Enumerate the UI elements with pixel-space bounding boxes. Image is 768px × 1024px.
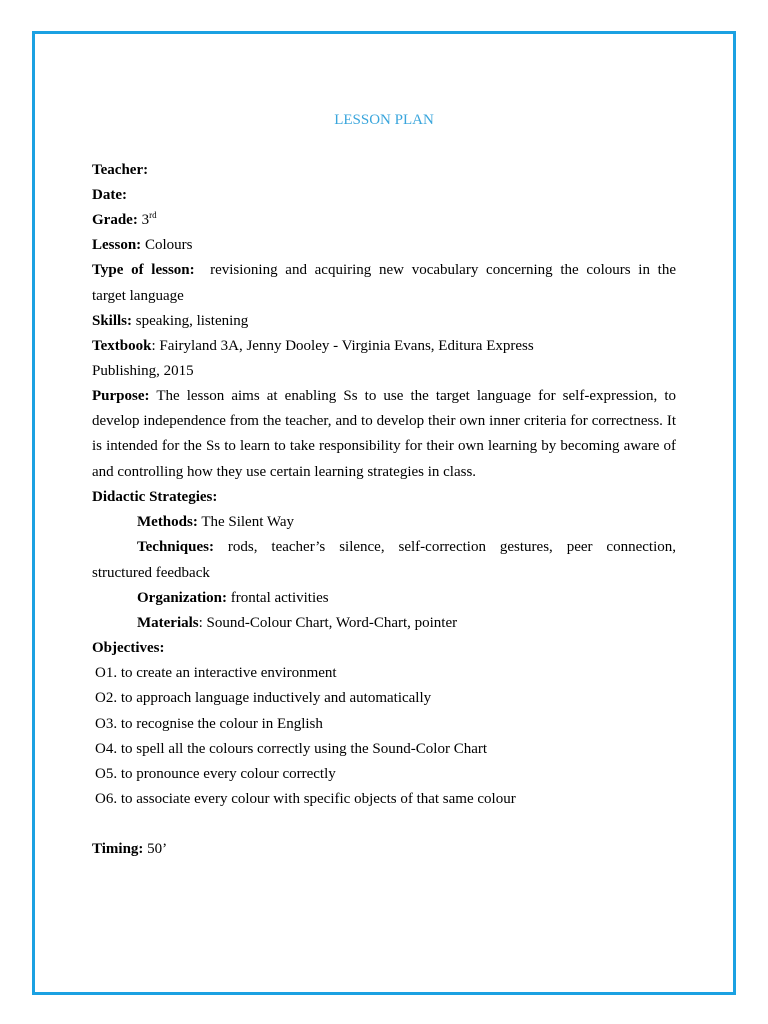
purpose-paragraph <box>92 384 676 485</box>
type-of-lesson-value: revisioning and acquiring new vocabulary concerning the colours in the <box>210 262 676 278</box>
techniques-line1 <box>92 535 676 560</box>
grade-value: 3 <box>141 212 150 228</box>
type-of-lesson-line1 <box>92 258 676 283</box>
skills-label: Skills: <box>92 313 133 329</box>
materials-value: : Sound-Colour Chart, Word-Chart, pointer <box>198 615 458 631</box>
textbook-publisher: Publishing, 2015 <box>92 363 194 379</box>
date-line <box>92 183 676 208</box>
objective-item: O5. to pronounce every colour correctly <box>95 766 336 782</box>
teacher-label: Teacher: <box>92 162 149 178</box>
methods-line <box>92 510 721 535</box>
objectives-heading <box>92 636 676 661</box>
purpose-text: The lesson aims at enabling Ss to use the target language for self-expression, to develop independence from the teacher, and to develop their own inner criteria for correctness. It is intended for the Ss to learn to take responsibility for their own learning by becoming aware of and controlling how they use certain learning strategies in class. <box>92 388 676 480</box>
textbook-label: Textbook <box>92 338 152 354</box>
textbook-line2 <box>92 359 676 384</box>
didactic-strategies-label: Didactic Strategies <box>92 489 213 505</box>
skills-line <box>92 309 676 334</box>
textbook-value: : Fairyland 3A, Jenny Dooley - Virginia Evans, Editura Express <box>151 338 534 354</box>
teacher-line <box>92 158 676 183</box>
didactic-strategies-heading <box>92 485 676 510</box>
organization-value: frontal activities <box>230 590 329 606</box>
grade-line <box>92 208 676 233</box>
methods-label: Methods: <box>137 514 198 530</box>
didactic-strategies-colon: : <box>212 489 218 505</box>
techniques-line2 <box>92 561 676 586</box>
objective-item: O6. to associate every colour with specific objects of that same colour <box>95 791 516 807</box>
grade-label: Grade: <box>92 212 138 228</box>
textbook-line1 <box>92 334 676 359</box>
type-of-lesson-value-cont: target language <box>92 288 184 304</box>
timing-label: Timing: <box>92 841 144 857</box>
methods-value: The Silent Way <box>201 514 294 530</box>
page-title: LESSON PLAN <box>334 112 434 128</box>
purpose-label: Purpose: <box>92 388 150 404</box>
techniques-label: Techniques: <box>137 539 214 555</box>
objective-item: O1. to create an interactive environment <box>95 665 337 681</box>
materials-label: Materials <box>137 615 199 631</box>
lesson-value: Colours <box>144 237 193 253</box>
objectives-label: Objectives: <box>92 640 165 656</box>
grade-suffix: rd <box>149 210 157 220</box>
lesson-line <box>92 233 676 258</box>
skills-value: speaking, listening <box>135 313 249 329</box>
techniques-value-cont: structured feedback <box>92 565 210 581</box>
objective-item: O4. to spell all the colours correctly using the Sound-Color Chart <box>95 741 488 757</box>
objective-item: O2. to approach language inductively and automatically <box>95 690 432 706</box>
timing-line <box>92 837 676 862</box>
objective-item: O3. to recognise the colour in English <box>95 716 323 732</box>
type-of-lesson-line2 <box>92 284 676 309</box>
date-label: Date: <box>92 187 127 203</box>
type-of-lesson-label: Type of lesson: <box>92 262 195 278</box>
organization-line <box>92 586 721 611</box>
techniques-value: rods, teacher’s silence, self-correction gestures, peer connection, <box>227 539 676 555</box>
organization-label: Organization: <box>137 590 227 606</box>
materials-line <box>92 611 721 636</box>
lesson-label: Lesson: <box>92 237 142 253</box>
timing-value: 50’ <box>147 841 168 857</box>
